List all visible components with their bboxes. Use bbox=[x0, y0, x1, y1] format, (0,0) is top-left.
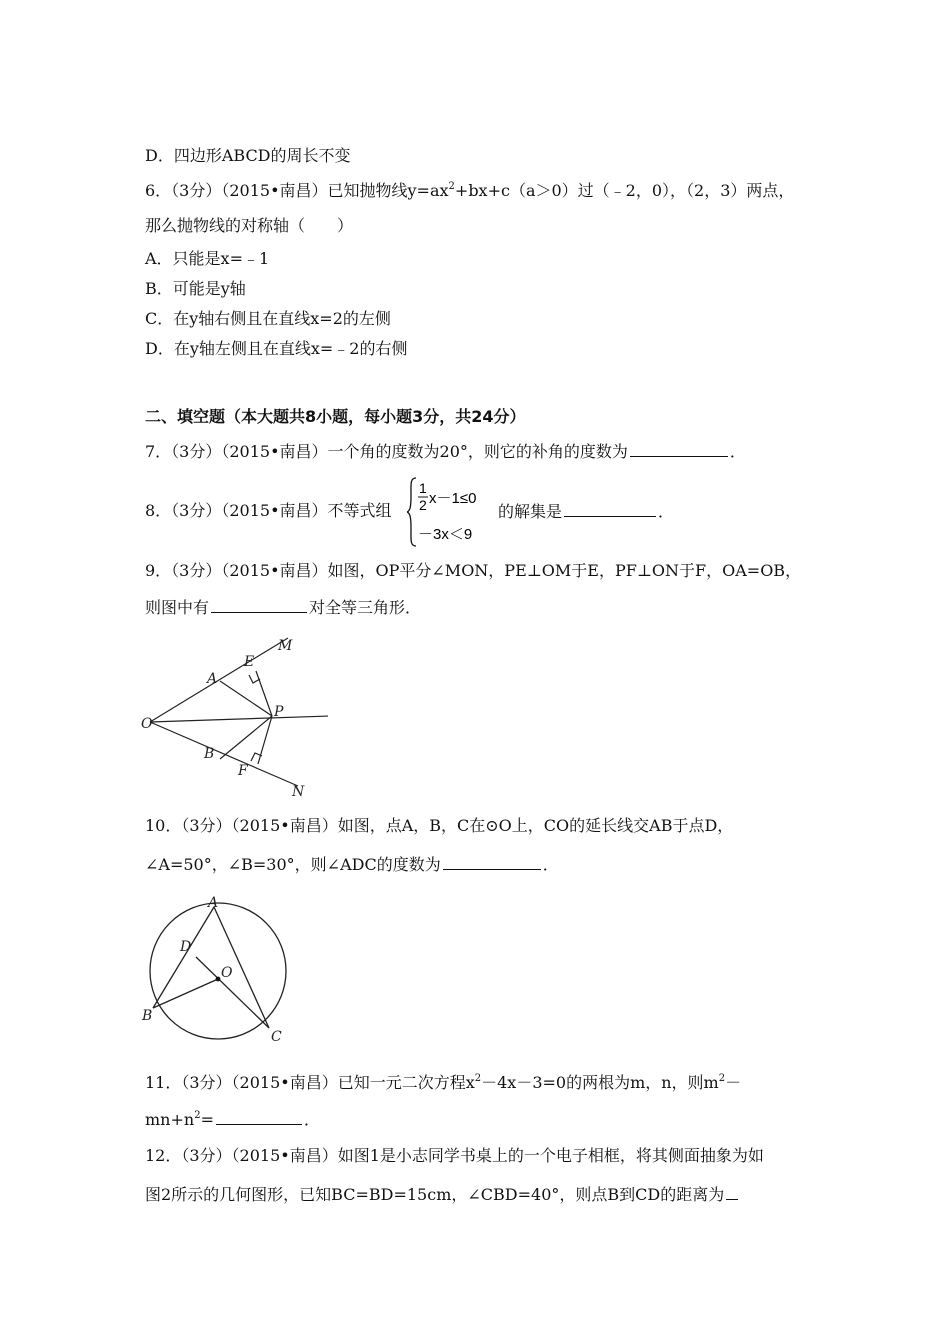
label-o: O bbox=[221, 965, 233, 981]
label-b: B bbox=[142, 1008, 153, 1024]
ray-op bbox=[150, 716, 328, 722]
q6-option-b: B．可能是y轴 bbox=[145, 279, 246, 298]
label-f: F bbox=[238, 763, 248, 779]
label-o: O bbox=[141, 716, 153, 732]
q11-sup1: 2 bbox=[474, 1073, 482, 1084]
q8-answer-blank[interactable] bbox=[564, 500, 656, 517]
q11-sup2: 2 bbox=[718, 1073, 726, 1084]
q6-stem-pre: 6．（3分）（2015•南昌）已知抛物线y=ax bbox=[145, 181, 449, 200]
segment-ap bbox=[220, 681, 272, 716]
q12-stem-line2 bbox=[145, 1183, 740, 1206]
brace-icon bbox=[407, 478, 416, 546]
label-b: B bbox=[204, 746, 215, 762]
q7-text: 7．（3分）（2015•南昌）一个角的度数为20°，则它的补角的度数为 bbox=[145, 442, 628, 461]
label-n: N bbox=[292, 784, 305, 800]
label-p: P bbox=[274, 704, 284, 720]
q12-line2-text: 图2所示的几何图形，已知BC=BD=15cm，∠CBD=40°，则点B到CD的距离为 bbox=[145, 1185, 725, 1204]
center-point-o bbox=[216, 977, 221, 982]
label-c: C bbox=[271, 1029, 282, 1045]
q11-line1-pre: 11．（3分）（2015•南昌）已知一元二次方程x bbox=[145, 1073, 475, 1092]
q9-line2-pre: 则图中有 bbox=[145, 598, 210, 617]
q8-stem-post bbox=[498, 500, 674, 523]
q8-fraction-numerator: 1 bbox=[419, 480, 427, 496]
label-a: A bbox=[208, 895, 219, 911]
label-d: D bbox=[180, 939, 192, 955]
q6-stem-post: +bx+c（a＞0）过（﹣2，0），（2，3）两点， bbox=[454, 181, 795, 200]
q8-stem-pre: 8．（3分）（2015•南昌）不等式组 bbox=[145, 501, 392, 520]
q11-line1-post: － bbox=[725, 1073, 742, 1092]
segment-dc bbox=[196, 957, 269, 1028]
q10-figure bbox=[138, 893, 298, 1053]
q10-line2-post: ． bbox=[542, 855, 559, 874]
q7-line bbox=[145, 440, 746, 463]
q6-stem-sup: 2 bbox=[448, 181, 455, 192]
q11-line2-pre: mn+n bbox=[145, 1110, 195, 1129]
q9-answer-blank[interactable] bbox=[211, 596, 307, 613]
q9-figure bbox=[138, 630, 328, 802]
q7-answer-blank[interactable] bbox=[630, 440, 728, 457]
q5-option-d: D．四边形ABCD的周长不变 bbox=[145, 146, 351, 165]
q11-answer-blank[interactable] bbox=[216, 1108, 302, 1125]
segment-pf bbox=[258, 716, 272, 764]
q6-option-d: D．在y轴左侧且在直线x=﹣2的右侧 bbox=[145, 339, 408, 358]
q8-inequality-system bbox=[407, 476, 499, 548]
q8-inequality-2: －3x＜9 bbox=[418, 526, 473, 543]
label-a: A bbox=[207, 671, 218, 687]
q11-line2-sup: 2 bbox=[194, 1110, 201, 1121]
segment-pe bbox=[256, 671, 272, 716]
ray-on bbox=[150, 722, 298, 786]
q6-option-c: C．在y轴右侧且在直线x=2的左侧 bbox=[145, 309, 391, 328]
q11-line2-eq: = bbox=[200, 1110, 214, 1129]
q9-stem-line1: 9．（3分）（2015•南昌）如图，OP平分∠MON，PE⊥OM于E，PF⊥ON于F，OA=OB， bbox=[145, 561, 802, 580]
q8-mid-text: 的解集是 bbox=[498, 502, 563, 521]
ray-om bbox=[150, 638, 288, 722]
segment-ab bbox=[153, 907, 214, 1008]
q11-stem-line1 bbox=[145, 1072, 741, 1094]
label-e: E bbox=[244, 654, 255, 670]
q11-line1-mid: －4x－3=0的两根为m，n，则m bbox=[481, 1073, 719, 1092]
q6-stem-line2: 那么抛物线的对称轴（ ） bbox=[145, 216, 354, 235]
section-heading: 二、填空题（本大题共8小题，每小题3分，共24分） bbox=[145, 407, 526, 426]
q12-answer-blank[interactable] bbox=[726, 1183, 738, 1200]
q6-stem-line1 bbox=[145, 180, 794, 202]
circle-o bbox=[150, 903, 286, 1039]
segment-bo bbox=[153, 979, 218, 1008]
q9-stem-line2 bbox=[145, 596, 421, 619]
label-m: M bbox=[278, 638, 293, 654]
q10-stem-line2 bbox=[145, 853, 559, 876]
q9-line2-post: 对全等三角形． bbox=[309, 598, 422, 617]
q10-line2-pre: ∠A=50°，∠B=30°，则∠ADC的度数为 bbox=[145, 855, 441, 874]
q12-stem-line1: 12．（3分）（2015•南昌）如图1是小志同学书桌上的一个电子相框，将其侧面抽象为如 bbox=[145, 1146, 764, 1165]
q10-answer-blank[interactable] bbox=[443, 853, 541, 870]
q7-end: ． bbox=[729, 442, 746, 461]
q8-inequality-1: x－1≤0 bbox=[429, 490, 477, 507]
q10-stem-line1: 10．（3分）（2015•南昌）如图，点A，B，C在⊙O上，CO的延长线交AB于点D， bbox=[145, 816, 734, 835]
q6-option-a: A．只能是x=﹣1 bbox=[145, 249, 270, 268]
q11-stem-line2 bbox=[145, 1108, 320, 1131]
q11-line2-post: ． bbox=[303, 1110, 320, 1129]
q8-end: ． bbox=[658, 502, 675, 521]
q8-fraction-denominator: 2 bbox=[419, 497, 427, 513]
segment-bp bbox=[220, 716, 272, 759]
